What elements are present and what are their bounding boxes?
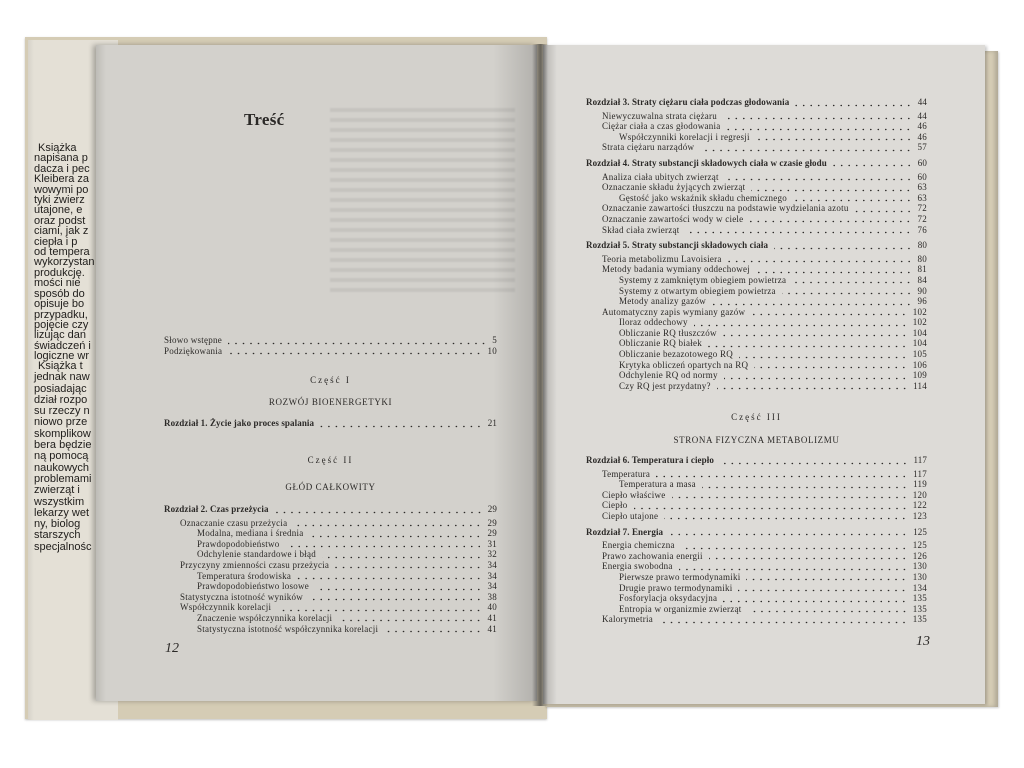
- jacket-flap-text-line: wykorzystan: [34, 256, 95, 269]
- toc-entry-title: Przyczyny zmienności czasu przeżycia: [180, 559, 330, 570]
- toc-subsection-entry: [164, 581, 497, 592]
- toc-entry-page-number: 60: [917, 171, 927, 182]
- toc-entry-page-number: 104: [912, 327, 927, 338]
- toc-entry-title: Systemy z zamkniętym obiegiem powietrza: [619, 274, 787, 285]
- jacket-flap-paragraph: [34, 361, 92, 553]
- dot-leader: [293, 518, 482, 529]
- dot-leader: [751, 182, 912, 193]
- toc-entry-title: Temperatura a masa: [619, 479, 696, 490]
- toc-entry-page-number: 125: [913, 526, 927, 537]
- toc-entry-page-number: 120: [912, 489, 927, 500]
- toc-section-entry: [586, 490, 927, 501]
- toc-entry-page-number: 34: [487, 559, 497, 570]
- toc-entry-page-number: 117: [913, 468, 927, 479]
- jacket-flap-text-line: logiczne wr: [34, 350, 90, 363]
- jacket-flap-text-line: sposób do: [34, 287, 85, 300]
- toc-entry-title: Statystyczna istotność wyników: [180, 591, 303, 602]
- dot-leader: [320, 418, 483, 429]
- part-name: STRONA FIZYCZNA METABOLIZMU: [673, 435, 840, 445]
- toc-entry-page-number: 130: [912, 561, 927, 572]
- toc-entry-page-number: 10: [487, 345, 497, 356]
- toc-entry-title: Odchylenie standardowe i błąd: [197, 549, 316, 560]
- jacket-flap-text-line: dział rozpo: [34, 393, 88, 406]
- part-label: Część I: [310, 375, 351, 385]
- toc-entry-page-number: 63: [917, 192, 927, 203]
- toc-entry-page-number: 126: [912, 550, 927, 561]
- dot-leader: [782, 286, 913, 297]
- toc-entry-title: Ciepło właściwe: [602, 489, 666, 500]
- toc-entry-title: Rozdział 5. Straty substancji składowych ciała: [586, 240, 769, 251]
- toc-front-matter-entry: [164, 335, 497, 346]
- toc-entry-page-number: 29: [487, 528, 497, 539]
- toc-entry-title: Obliczanie RQ tłuszczów: [619, 327, 717, 338]
- toc-entry-title: Strata ciężaru narządów: [602, 142, 695, 153]
- toc-entry-title: Energia swobodna: [602, 561, 673, 572]
- jacket-flap-text-line: lizując dan: [34, 329, 86, 342]
- toc-entry-page-number: 46: [917, 131, 927, 142]
- toc-entry-page-number: 29: [487, 504, 497, 514]
- dot-leader: [793, 193, 913, 204]
- dot-leader: [717, 381, 908, 392]
- toc-entry-title: Entropia w organizmie zwierząt: [619, 603, 742, 614]
- dot-leader: [338, 613, 482, 624]
- toc-entry-title: Teoria metabolizmu Lavoisiera: [602, 253, 722, 264]
- toc-entry-page-number: 125: [912, 540, 927, 551]
- dot-leader: [754, 360, 908, 371]
- toc-subsection-entry: [586, 479, 927, 490]
- dot-leader: [685, 225, 912, 236]
- dot-leader: [709, 551, 908, 562]
- toc-entry-page-number: 84: [917, 274, 927, 285]
- toc-entry-page-number: 117: [913, 455, 927, 465]
- toc-entry-page-number: 106: [912, 359, 927, 370]
- dot-leader: [659, 614, 908, 625]
- toc-chapter-entry: [164, 418, 497, 429]
- toc-entry-title: Oznaczanie składu żyjących zwierząt: [602, 182, 746, 193]
- jacket-flap-text-line: problemami: [34, 472, 92, 485]
- jacket-flap-text-line: produkcję.: [34, 266, 85, 279]
- toc-subsection-entry: [586, 338, 927, 349]
- toc-entry-page-number: 80: [917, 240, 927, 251]
- dot-leader: [749, 214, 912, 225]
- toc-entry-title: Współczynniki korelacji i regresji: [619, 131, 750, 142]
- dot-leader: [679, 561, 908, 572]
- toc-subsection-entry: [586, 317, 927, 328]
- dot-leader: [656, 469, 908, 480]
- dot-leader: [335, 560, 482, 571]
- jacket-flap-text-line: wowymi po: [34, 183, 89, 196]
- part-label: Część II: [307, 455, 354, 465]
- jacket-flap-text-line: specjalnośc: [34, 540, 92, 553]
- dot-leader: [738, 583, 907, 594]
- toc-entry-page-number: 46: [917, 121, 927, 132]
- toc-entry-title: Znaczenie współczynnika korelacji: [197, 612, 333, 623]
- page-number: 13: [916, 634, 930, 649]
- toc-entry-page-number: 41: [487, 612, 497, 623]
- toc-entry-title: Ciepło: [602, 500, 628, 511]
- toc-entry-title: Czy RQ jest przydatny?: [619, 380, 711, 391]
- toc-entry-page-number: 57: [917, 142, 927, 153]
- dot-leader: [751, 307, 908, 318]
- toc-section-entry: [586, 225, 927, 236]
- toc-subsection-entry: [586, 328, 927, 339]
- toc-entry-title: Rozdział 3. Straty ciężaru ciała podczas głodowania: [586, 97, 790, 107]
- toc-entry-title: Rozdział 1. Życie jako proces spalania: [164, 418, 315, 428]
- toc-entry-title: Temperatura środowiska: [197, 570, 292, 581]
- jacket-flap-text-line: Książka t: [38, 360, 83, 372]
- toc-entry-title: Oznaczanie czasu przeżycia: [180, 517, 288, 528]
- dot-leader: [384, 624, 482, 635]
- part-label: Część III: [731, 412, 782, 422]
- toc-entry-page-number: 134: [912, 582, 927, 593]
- toc-entry-title: Słowo wstępne: [164, 335, 222, 345]
- jacket-flap-text-line: ny, biolog: [34, 518, 81, 531]
- toc-section-entry: [586, 469, 927, 480]
- toc-entry-page-number: 96: [917, 296, 927, 307]
- dot-leader: [669, 527, 908, 538]
- part-name: GŁÓD CAŁKOWITY: [285, 482, 376, 492]
- toc-subsection-entry: [164, 571, 497, 582]
- bleed-through-shadow: [330, 108, 515, 293]
- toc-entry-title: Temperatura: [602, 468, 651, 479]
- toc-entry-page-number: 44: [917, 97, 927, 107]
- dot-leader: [725, 172, 913, 183]
- toc-section-entry: [586, 214, 927, 225]
- toc-subsection-entry: [586, 275, 927, 286]
- toc-subsection-entry: [586, 193, 927, 204]
- jacket-flap-text-line: wszystkim: [34, 495, 85, 508]
- toc-entry-page-number: 41: [487, 623, 497, 634]
- toc-section-entry: [586, 142, 927, 153]
- jacket-flap-text-line: oraz podst: [34, 214, 86, 227]
- toc-chapter-entry: [586, 97, 927, 108]
- toc-entry-page-number: 81: [917, 264, 927, 275]
- toc-entry-page-number: 32: [487, 549, 497, 560]
- toc-entry-title: Gęstość jako wskaźnik składu chemicznego: [619, 192, 787, 203]
- dot-leader: [746, 572, 907, 583]
- toc-section-entry: [586, 614, 927, 625]
- toc-entry-page-number: 80: [917, 253, 927, 264]
- dot-leader: [322, 549, 483, 560]
- toc-subsection-entry: [586, 583, 927, 594]
- continued-chapter-list: [586, 97, 927, 391]
- toc-entry-title: Energia chemiczna: [602, 540, 675, 551]
- toc-entry-page-number: 40: [487, 602, 497, 613]
- part-2-chapter-list: [164, 504, 497, 634]
- toc-section-entry: [586, 551, 927, 562]
- dot-leader: [275, 504, 483, 515]
- toc-entry-page-number: 44: [917, 110, 927, 121]
- dot-leader: [286, 539, 483, 550]
- jacket-flap-text-line: zwierząt i: [34, 484, 80, 497]
- toc-entry-title: Metody analizy gazów: [619, 296, 706, 307]
- jacket-flap-text-line: Kleibera za: [34, 173, 90, 186]
- toc-entry-title: Niewyczuwalna strata ciężaru: [602, 110, 717, 121]
- dot-leader: [756, 264, 913, 275]
- dot-leader: [634, 500, 908, 511]
- toc-section-entry: [164, 560, 497, 571]
- dot-leader: [309, 592, 483, 603]
- toc-subsection-entry: [586, 370, 927, 381]
- dot-leader: [720, 455, 909, 466]
- toc-subsection-entry: [164, 549, 497, 560]
- toc-subsection-entry: [586, 132, 927, 143]
- toc-section-entry: [586, 182, 927, 193]
- jacket-flap-text-line: bera będzie: [34, 439, 92, 452]
- dot-leader: [792, 275, 912, 286]
- toc-entry-page-number: 114: [913, 380, 927, 391]
- toc-section-entry: [586, 500, 927, 511]
- toc-entry-page-number: 90: [917, 285, 927, 296]
- toc-entry-title: Prawdopodobieństwo: [197, 538, 280, 549]
- toc-subsection-entry: [586, 572, 927, 583]
- toc-entry-title: Współczynnik korelacji: [180, 602, 272, 613]
- jacket-flap-text-line: świadczeń i: [34, 339, 91, 352]
- toc-chapter-entry: [586, 527, 927, 538]
- toc-chapter-entry: [586, 240, 927, 251]
- jacket-flap-text-line: jednak naw: [34, 371, 90, 384]
- toc-subsection-entry: [586, 593, 927, 604]
- jacket-flap-text-line: tyki zwierz: [34, 194, 85, 207]
- dot-leader: [723, 328, 908, 339]
- toc-entry-title: Prawdopodobieństwo losowe: [197, 581, 309, 592]
- toc-entry-title: Oznaczanie zawartości wody w ciele: [602, 213, 744, 224]
- toc-subsection-entry: [164, 624, 497, 635]
- toc-entry-title: Rozdział 4. Straty substancji składowych ciała w czasie głodu: [586, 157, 827, 168]
- dot-leader: [277, 602, 482, 613]
- dot-leader: [681, 540, 908, 551]
- toc-entry-title: Pierwsze prawo termodynamiki: [619, 571, 741, 582]
- toc-entry-title: Statystyczna istotność współczynnika korelacji: [197, 623, 379, 634]
- toc-entry-title: Rozdział 7. Energia: [586, 526, 664, 537]
- toc-entry-page-number: 34: [487, 581, 497, 592]
- toc-section-entry: [164, 592, 497, 603]
- jacket-flap-text-line: ciami, jak z: [34, 225, 89, 238]
- toc-subsection-entry: [586, 360, 927, 371]
- toc-entry-page-number: 38: [487, 591, 497, 602]
- dot-leader: [672, 490, 908, 501]
- toc-entry-title: Automatyczny zapis wymiany gazów: [602, 306, 746, 317]
- toc-section-entry: [586, 511, 927, 522]
- jacket-flap-text-line: Książka: [38, 142, 77, 154]
- dot-leader: [228, 335, 487, 346]
- toc-entry-page-number: 31: [487, 538, 497, 549]
- dot-leader: [702, 479, 908, 490]
- jacket-flap-text-line: od tempera: [34, 246, 90, 259]
- toc-section-entry: [586, 121, 927, 132]
- toc-entry-page-number: 102: [912, 306, 927, 317]
- toc-entry-title: Krytyka obliczeń opartych na RQ: [619, 359, 749, 370]
- toc-entry-title: Analiza ciała ubitych zwierząt: [602, 171, 719, 182]
- toc-front-matter-entry: [164, 346, 497, 357]
- dot-leader: [297, 571, 482, 582]
- toc-entry-title: Obliczanie bezazotowego RQ: [619, 349, 733, 360]
- jacket-flap-paragraph: [34, 143, 95, 362]
- part-1-chapter-list: [164, 418, 497, 432]
- dot-leader: [700, 142, 912, 153]
- toc-entry-page-number: 29: [487, 517, 497, 528]
- dot-leader: [724, 370, 908, 381]
- dot-leader: [228, 346, 482, 357]
- toc-subsection-entry: [586, 296, 927, 307]
- toc-chapter-entry: [586, 158, 927, 169]
- toc-entry-title: Skład ciała zwierząt: [602, 224, 680, 235]
- toc-entry-page-number: 34: [487, 570, 497, 581]
- toc-entry-page-number: 135: [912, 614, 927, 625]
- toc-entry-page-number: 63: [917, 182, 927, 193]
- dot-leader: [315, 581, 483, 592]
- toc-entry-title: Kalorymetria: [602, 614, 653, 625]
- toc-entry-title: Fosforylacja oksydacyjna: [619, 593, 718, 604]
- jacket-flap-text-line: dacza i pec: [34, 162, 90, 175]
- jacket-flap-text-line: mości nie: [34, 277, 81, 290]
- jacket-flap-text-line: niowo prze: [34, 416, 88, 429]
- toc-entry-page-number: 122: [912, 500, 927, 511]
- toc-entry-page-number: 135: [912, 593, 927, 604]
- jacket-flap-text-line: skomplikow: [34, 427, 91, 440]
- front-matter-list: [164, 335, 497, 356]
- jacket-flap-text-line: ciepła i p: [34, 235, 78, 248]
- toc-entry-page-number: 72: [917, 213, 927, 224]
- toc-entry-title: Odchylenie RQ od normy: [619, 370, 718, 381]
- dot-leader: [756, 132, 913, 143]
- dot-leader: [748, 604, 908, 615]
- toc-section-entry: [586, 307, 927, 318]
- toc-entry-page-number: 130: [912, 571, 927, 582]
- jacket-flap-text-line: napisana p: [34, 152, 88, 165]
- toc-entry-page-number: 102: [912, 317, 927, 328]
- toc-entry-page-number: 105: [912, 349, 927, 360]
- jacket-flap-text-line: ną pomocą: [34, 450, 89, 463]
- toc-section-entry: [586, 203, 927, 214]
- toc-entry-title: Rozdział 6. Temperatura i ciepło: [586, 455, 714, 465]
- toc-section-entry: [164, 602, 497, 613]
- dot-leader: [309, 528, 482, 539]
- toc-entry-page-number: 60: [917, 157, 927, 168]
- toc-entry-title: Ciężar ciała a czas głodowania: [602, 121, 721, 132]
- dot-leader: [728, 254, 913, 265]
- toc-subsection-entry: [164, 528, 497, 539]
- toc-chapter-entry: [164, 504, 497, 515]
- toc-entry-page-number: 5: [492, 335, 497, 345]
- toc-chapter-entry: [586, 455, 927, 466]
- dot-leader: [664, 511, 908, 522]
- jacket-flap-text-line: naukowych: [34, 461, 90, 474]
- toc-section-entry: [586, 111, 927, 122]
- toc-entry-title: Systemy z otwartym obiegiem powietrza: [619, 285, 776, 296]
- toc-subsection-entry: [586, 604, 927, 615]
- toc-subsection-entry: [164, 613, 497, 624]
- toc-entry-title: Ciepło utajone: [602, 510, 659, 521]
- toc-entry-page-number: 21: [487, 418, 497, 428]
- book-gutter: [532, 44, 548, 706]
- part-3-chapter-list: [586, 455, 927, 625]
- part-name: ROZWÓJ BIOENERGETYKI: [268, 397, 393, 407]
- dot-leader: [723, 593, 908, 604]
- toc-entry-title: Podziękowania: [164, 345, 223, 356]
- jacket-flap-text-line: su rzeczy n: [34, 405, 90, 418]
- dot-leader: [708, 338, 908, 349]
- toc-section-entry: [586, 561, 927, 572]
- toc-section-entry: [586, 540, 927, 551]
- toc-entry-page-number: 72: [917, 203, 927, 214]
- dot-leader: [833, 158, 913, 169]
- toc-entry-title: Prawo zachowania energii: [602, 550, 703, 561]
- toc-subsection-entry: [586, 349, 927, 360]
- jacket-flap-text-line: posiadając: [34, 382, 87, 395]
- toc-entry-title: Obliczanie RQ białek: [619, 338, 702, 349]
- toc-entry-title: Iloraz oddechowy: [619, 317, 688, 328]
- dot-leader: [855, 203, 913, 214]
- toc-section-entry: [586, 254, 927, 265]
- toc-subsection-entry: [164, 539, 497, 550]
- jacket-flap-text-line: pojęcie czy: [34, 318, 89, 331]
- dot-leader: [739, 349, 908, 360]
- jacket-flap-text-line: przypadku,: [34, 308, 88, 321]
- jacket-flap-text-line: lekarzy wet: [34, 506, 90, 519]
- toc-subsection-entry: [586, 381, 927, 392]
- toc-entry-title: Oznaczanie zawartości tłuszczu na podstawie wydzielania azotu: [602, 203, 849, 214]
- toc-entry-title: Drugie prawo termodynamiki: [619, 582, 733, 593]
- toc-entry-page-number: 104: [912, 338, 927, 349]
- dot-leader: [774, 240, 913, 251]
- jacket-flap-text-line: starszych: [34, 529, 81, 542]
- dot-leader: [694, 317, 908, 328]
- dot-leader: [712, 296, 913, 307]
- toc-entry-page-number: 109: [912, 370, 927, 381]
- toc-entry-page-number: 135: [912, 603, 927, 614]
- dot-leader: [795, 97, 912, 108]
- toc-entry-title: Metody badania wymiany oddechowej: [602, 264, 750, 275]
- toc-entry-title: Modalna, mediana i średnia: [197, 528, 304, 539]
- dot-leader: [726, 121, 912, 132]
- toc-subsection-entry: [586, 286, 927, 297]
- toc-section-entry: [586, 264, 927, 275]
- page-title: Treść: [244, 110, 285, 129]
- toc-section-entry: [164, 518, 497, 529]
- toc-section-entry: [586, 172, 927, 183]
- page-number: 12: [165, 641, 179, 656]
- toc-entry-page-number: 123: [912, 510, 927, 521]
- jacket-flap-text-line: utajone, e: [34, 204, 83, 217]
- toc-entry-title: Rozdział 2. Czas przeżycia: [164, 504, 269, 514]
- toc-entry-page-number: 76: [917, 224, 927, 235]
- toc-entry-page-number: 119: [913, 479, 927, 490]
- jacket-flap-text-line: opisuje bo: [34, 298, 85, 311]
- dot-leader: [723, 111, 913, 122]
